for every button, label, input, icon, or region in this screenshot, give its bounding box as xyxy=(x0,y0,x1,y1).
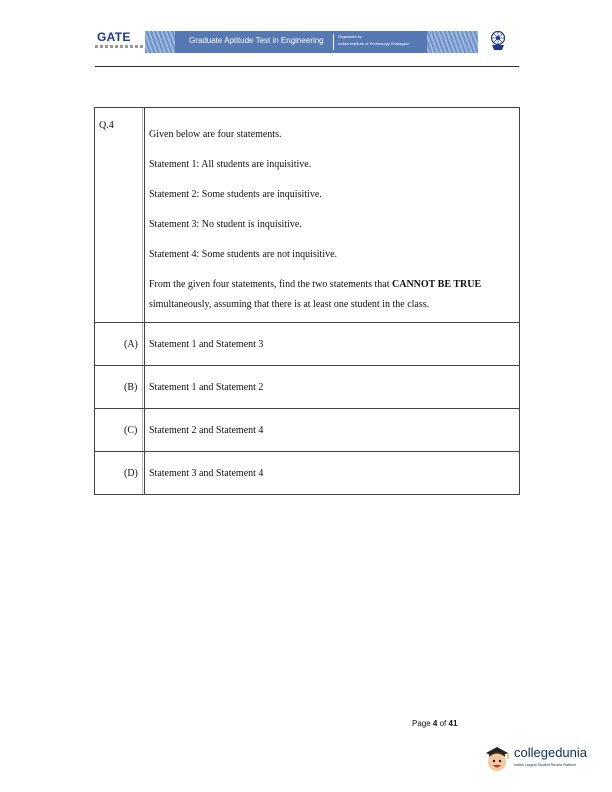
statement-3: Statement 3: No student is inquisitive. xyxy=(149,219,302,230)
gate-logo-text: GATE xyxy=(97,30,131,44)
statement-2: Statement 2: Some students are inquisitive. xyxy=(149,189,322,200)
prompt-post: simultaneously, assuming that there is at least one student in the class. xyxy=(149,299,430,310)
option-text: Statement 3 and Statement 4 xyxy=(149,468,264,479)
collegedunia-logo xyxy=(484,742,604,778)
page-number xyxy=(412,719,457,728)
prompt-emphasis: CANNOT BE TRUE xyxy=(392,279,482,290)
gate-logo-tagline-stripe xyxy=(95,45,143,48)
option-text: Statement 1 and Statement 2 xyxy=(149,382,264,393)
statement-1: Statement 1: All students are inquisitive. xyxy=(149,159,312,170)
page-total: 41 xyxy=(448,719,458,728)
banner-divider xyxy=(333,34,334,50)
option-row-d[interactable] xyxy=(95,452,519,494)
option-text: Statement 2 and Statement 4 xyxy=(149,425,264,436)
option-label: (C) xyxy=(124,425,138,436)
organizer-label: Organised by xyxy=(338,34,362,39)
option-label-cell xyxy=(95,409,145,451)
question-intro: Given below are four statements. xyxy=(149,129,282,140)
question-stem-row xyxy=(95,108,519,323)
brand-name: collegedunia xyxy=(514,745,588,760)
question-number: Q.4 xyxy=(99,120,114,131)
header-banner xyxy=(145,31,478,53)
gate-logo xyxy=(95,28,145,54)
option-label-cell xyxy=(95,366,145,408)
option-row-a[interactable] xyxy=(95,323,519,366)
page-current: 4 xyxy=(432,719,438,728)
question-number-cell xyxy=(95,108,145,322)
brand-tagline: India's Largest Student Review Platform xyxy=(514,763,577,767)
option-row-b[interactable] xyxy=(95,366,519,409)
collegedunia-mascot-icon xyxy=(484,744,510,774)
iit-kharagpur-emblem-icon xyxy=(489,30,507,52)
banner-title: Graduate Aptitude Test in Engineering xyxy=(189,36,324,45)
option-label: (B) xyxy=(124,382,138,393)
statement-4: Statement 4: Some students are not inquisitive. xyxy=(149,249,338,260)
question-prompt xyxy=(149,275,509,315)
question-stem xyxy=(149,120,509,315)
header-rule xyxy=(95,66,519,67)
option-label: (A) xyxy=(124,339,138,350)
prompt-pre: From the given four statements, find the two statements that xyxy=(149,279,393,290)
page-header xyxy=(95,28,519,56)
page-word: Page xyxy=(412,719,431,728)
option-label: (D) xyxy=(124,468,138,479)
question-table xyxy=(94,107,520,495)
page-of: of xyxy=(439,719,447,728)
organizer-name: Indian Institute of Technology Kharagpur xyxy=(338,41,410,46)
option-text: Statement 1 and Statement 3 xyxy=(149,339,264,350)
option-row-c[interactable] xyxy=(95,409,519,452)
